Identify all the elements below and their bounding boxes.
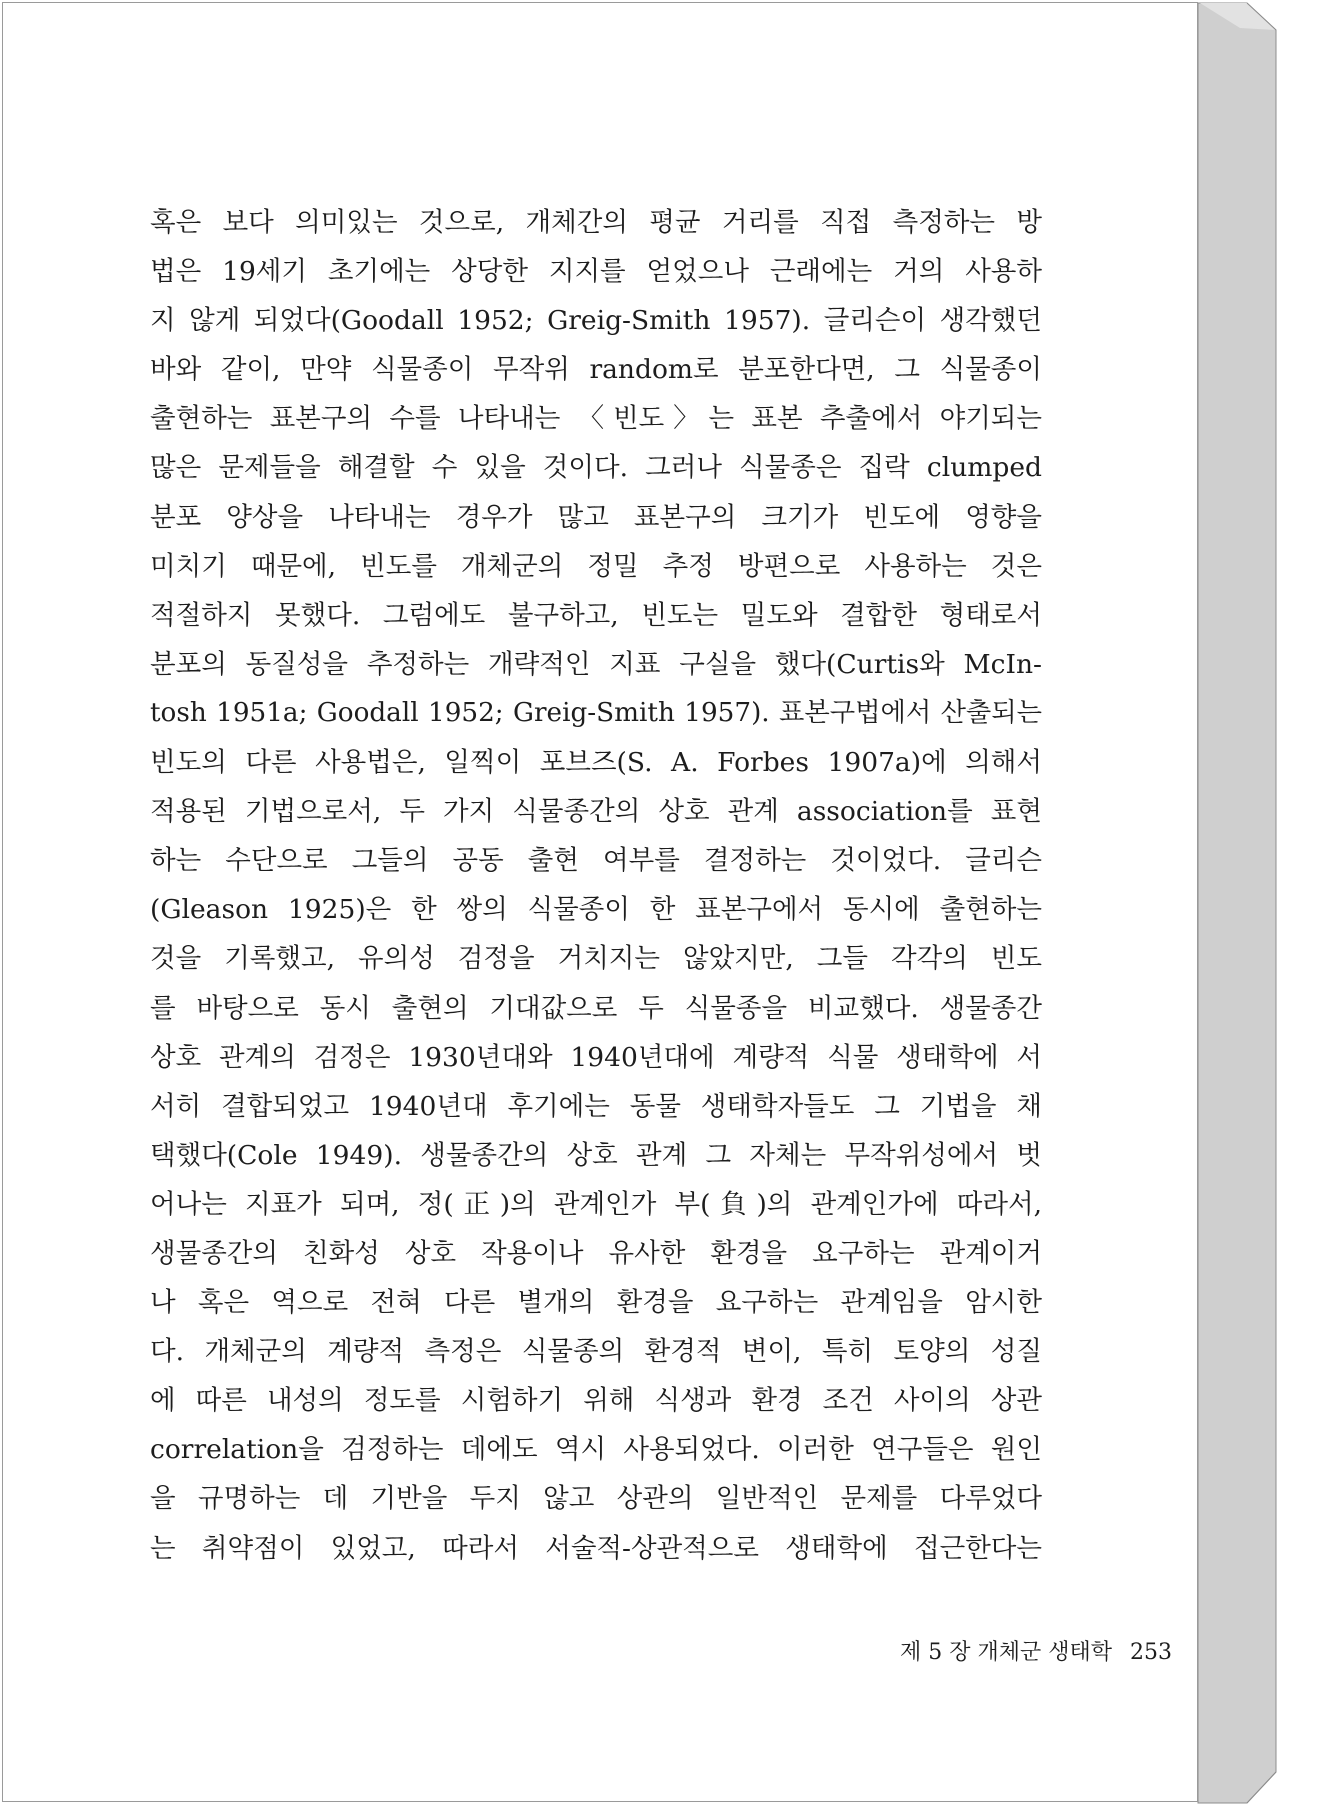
text-line: 어나는 지표가 되며, 정(正)의 관계인가 부(負)의 관계인가에 따라서, [150,1188,1042,1220]
text-line: 것을 기록했고, 유의성 검정을 거치지는 않았지만, 그들 각각의 빈도 [150,943,1042,975]
text-line: 분포 양상을 나타내는 경우가 많고 표본구의 크기가 빈도에 영향을 [150,501,1042,533]
text-line: 출현하는 표본구의 수를 나타내는 〈빈도〉는 표본 추출에서 야기되는 [150,403,1042,435]
text-line: 바와 같이, 만약 식물종이 무작위 random로 분포한다면, 그 식물종이 [150,354,1042,386]
text-line: 분포의 동질성을 추정하는 개략적인 지표 구실을 했다(Curtis와 McIn- [150,648,1042,680]
text-line: 를 바탕으로 동시 출현의 기대값으로 두 식물종을 비교했다. 생물종간 [150,992,1042,1024]
text-line: tosh 1951a; Goodall 1952; Greig-Smith 1957). 표본구법에서 산출되는 [150,697,1042,728]
page-footer [900,1635,1172,1666]
text-line: 는 취약점이 있었고, 따라서 서술적-상관적으로 생태학에 접근한다는 [150,1532,1042,1564]
body-text [150,198,1042,1573]
text-line: 미치기 때문에, 빈도를 개체군의 정밀 추정 방편으로 사용하는 것은 [150,550,1042,582]
text-line: 하는 수단으로 그들의 공동 출현 여부를 결정하는 것이었다. 글리슨 [150,845,1042,877]
text-line: 생물종간의 친화성 상호 작용이나 유사한 환경을 요구하는 관계이거 [150,1237,1042,1269]
text-line: 택했다(Cole 1949). 생물종간의 상호 관계 그 자체는 무작위성에서 벗 [150,1139,1042,1171]
page-number: 253 [1130,1640,1172,1665]
text-line: 을 규명하는 데 기반을 두지 않고 상관의 일반적인 문제를 다루었다 [150,1483,1042,1515]
text-line: 적용된 기법으로서, 두 가지 식물종간의 상호 관계 association를 표현 [150,796,1042,828]
text-line: 적절하지 못했다. 그럼에도 불구하고, 빈도는 밀도와 결합한 형태로서 [150,599,1042,631]
text-line: 서히 결합되었고 1940년대 후기에는 동물 생태학자들도 그 기법을 채 [150,1090,1042,1122]
text-line: 지 않게 되었다(Goodall 1952; Greig-Smith 1957). 글리슨이 생각했던 [150,305,1042,337]
text-line: 상호 관계의 검정은 1930년대와 1940년대에 계량적 식물 생태학에 서 [150,1041,1042,1073]
text-line: 빈도의 다른 사용법은, 일찍이 포브즈(S. A. Forbes 1907a)에 의해서 [150,747,1042,779]
text-line: 나 혹은 역으로 전혀 다른 별개의 환경을 요구하는 관계임을 암시한 [150,1287,1042,1319]
text-line: 다. 개체군의 계량적 측정은 식물종의 환경적 변이, 특히 토양의 성질 [150,1336,1042,1368]
text-line: correlation을 검정하는 데에도 역시 사용되었다. 이러한 연구들은 원인 [150,1434,1042,1466]
text-line: 법은 19세기 초기에는 상당한 지지를 얻었으나 근래에는 거의 사용하 [150,256,1042,288]
text-line: 혹은 보다 의미있는 것으로, 개체간의 평균 거리를 직접 측정하는 방 [150,207,1042,238]
text-line: 많은 문제들을 해결할 수 있을 것이다. 그러나 식물종은 집락 clumped [150,452,1042,484]
text-line: (Gleason 1925)은 한 쌍의 식물종이 한 표본구에서 동시에 출현하는 [150,894,1042,926]
chapter-title: 제 5 장 개체군 생태학 [900,1640,1112,1665]
text-line: 에 따른 내성의 정도를 시험하기 위해 식생과 환경 조건 사이의 상관 [150,1385,1042,1417]
